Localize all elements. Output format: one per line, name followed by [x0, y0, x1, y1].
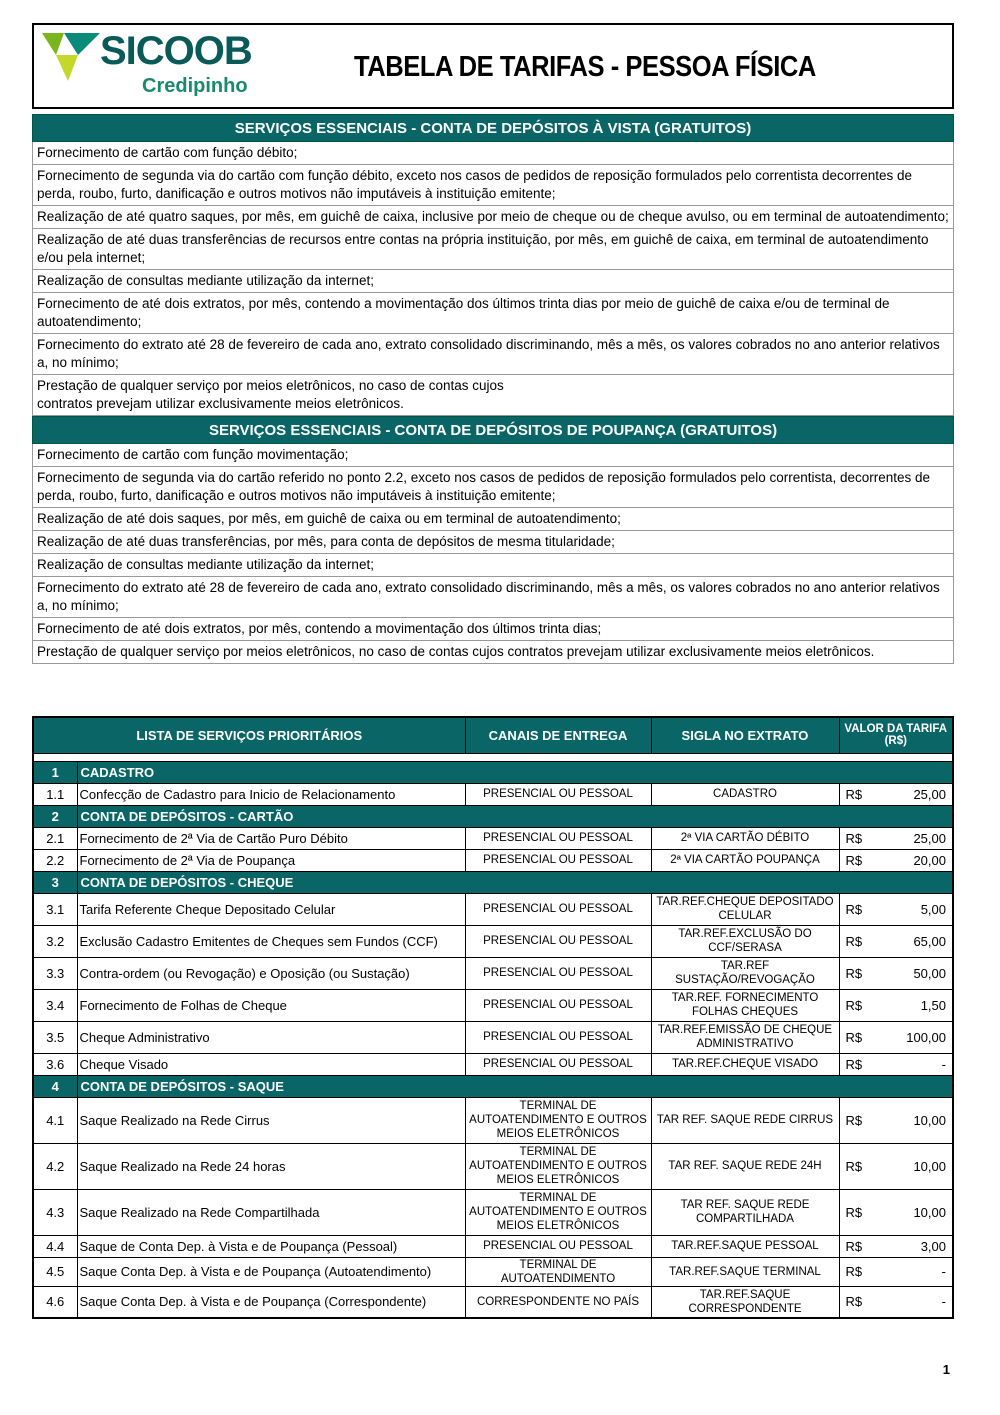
item-description: Saque Realizado na Rede 24 horas: [77, 1143, 465, 1189]
item-description: Tarifa Referente Cheque Depositado Celular: [77, 893, 465, 925]
item-description: Cheque Administrativo: [77, 1021, 465, 1053]
currency-symbol: R$: [839, 783, 867, 805]
item-sigla: 2ª VIA CARTÃO DÉBITO: [651, 827, 839, 849]
document-header: [32, 23, 954, 109]
currency-symbol: R$: [839, 1257, 867, 1286]
currency-symbol: R$: [839, 1235, 867, 1257]
currency-symbol: R$: [839, 1286, 867, 1318]
item-canal: PRESENCIAL OU PESSOAL: [465, 849, 651, 871]
list-item: Realização de consultas mediante utilização da internet;: [32, 270, 954, 293]
table-row: [33, 1189, 953, 1235]
item-canal: TERMINAL DE AUTOATENDIMENTO: [465, 1257, 651, 1286]
list-item: Realização de consultas mediante utilização da internet;: [32, 554, 954, 577]
currency-symbol: R$: [839, 925, 867, 957]
item-sigla: TAR.REF.SAQUE TERMINAL: [651, 1257, 839, 1286]
category-row: [33, 761, 953, 783]
category-label: CONTA DE DEPÓSITOS - SAQUE: [77, 1075, 953, 1097]
item-sigla: TAR REF. SAQUE REDE 24H: [651, 1143, 839, 1189]
tarifas-table: [32, 716, 954, 1319]
item-number: 4.5: [33, 1257, 77, 1286]
table-row: [33, 1143, 953, 1189]
table-row: [33, 957, 953, 989]
item-sigla: TAR.REF SUSTAÇÃO/REVOGAÇÃO: [651, 957, 839, 989]
item-description: Confecção de Cadastro para Inicio de Relacionamento: [77, 783, 465, 805]
header-sigla: SIGLA NO EXTRATO: [651, 717, 839, 753]
list-item: Fornecimento de segunda via do cartão com função débito, exceto nos casos de pedidos de reposição formulados pelo correntista decorrentes de perda, roubo, furto, danificação e outros motivos não imputáveis à instituição emitente;: [32, 165, 954, 206]
list-item: Fornecimento de até dois extratos, por mês, contendo a movimentação dos últimos trinta dias;: [32, 618, 954, 641]
item-description: Saque Realizado na Rede Cirrus: [77, 1097, 465, 1143]
currency-symbol: R$: [839, 957, 867, 989]
item-number: 4.4: [33, 1235, 77, 1257]
category-number: 1: [33, 761, 77, 783]
table-row: [33, 1235, 953, 1257]
item-value: 25,00: [867, 783, 953, 805]
currency-symbol: R$: [839, 893, 867, 925]
item-number: 3.6: [33, 1053, 77, 1075]
currency-symbol: R$: [839, 989, 867, 1021]
category-label: CONTA DE DEPÓSITOS - CHEQUE: [77, 871, 953, 893]
table-row: [33, 1257, 953, 1286]
item-value: 25,00: [867, 827, 953, 849]
item-description: Saque Realizado na Rede Compartilhada: [77, 1189, 465, 1235]
item-canal: TERMINAL DE AUTOATENDIMENTO E OUTROS MEIOS ELETRÔNICOS: [465, 1143, 651, 1189]
item-description: Saque Conta Dep. à Vista e de Poupança (Correspondente): [77, 1286, 465, 1318]
item-canal: PRESENCIAL OU PESSOAL: [465, 1021, 651, 1053]
item-value: 10,00: [867, 1189, 953, 1235]
item-description: Saque Conta Dep. à Vista e de Poupança (Autoatendimento): [77, 1257, 465, 1286]
item-number: 4.6: [33, 1286, 77, 1318]
list-item: Prestação de qualquer serviço por meios eletrônicos, no caso de contas cujos contratos prevejam utilizar exclusivamente meios eletrônicos.: [32, 641, 954, 664]
category-label: CONTA DE DEPÓSITOS - CARTÃO: [77, 805, 953, 827]
section-title: SERVIÇOS ESSENCIAIS - CONTA DE DEPÓSITOS DE POUPANÇA (GRATUITOS): [32, 416, 954, 444]
section-title: SERVIÇOS ESSENCIAIS - CONTA DE DEPÓSITOS À VISTA (GRATUITOS): [32, 114, 954, 142]
header-servicos: LISTA DE SERVIÇOS PRIORITÁRIOS: [33, 717, 465, 753]
table-row: [33, 783, 953, 805]
item-number: 3.1: [33, 893, 77, 925]
item-sigla: TAR.REF.EXCLUSÃO DO CCF/SERASA: [651, 925, 839, 957]
category-row: [33, 1075, 953, 1097]
item-value: 3,00: [867, 1235, 953, 1257]
item-canal: PRESENCIAL OU PESSOAL: [465, 893, 651, 925]
list-item: Prestação de qualquer serviço por meios eletrônicos, no caso de contas cujos contratos prevejam utilizar exclusivamente meios eletrônicos.: [32, 375, 954, 416]
currency-symbol: R$: [839, 1189, 867, 1235]
header-canais: CANAIS DE ENTREGA: [465, 717, 651, 753]
category-row: [33, 871, 953, 893]
list-item: Fornecimento de cartão com função débito;: [32, 142, 954, 165]
section-conta-vista: [32, 114, 954, 664]
category-number: 4: [33, 1075, 77, 1097]
item-sigla: TAR.REF.EMISSÃO DE CHEQUE ADMINISTRATIVO: [651, 1021, 839, 1053]
item-canal: PRESENCIAL OU PESSOAL: [465, 989, 651, 1021]
table-row: [33, 925, 953, 957]
currency-symbol: R$: [839, 1143, 867, 1189]
item-description: Saque de Conta Dep. à Vista e de Poupança (Pessoal): [77, 1235, 465, 1257]
item-value: 10,00: [867, 1097, 953, 1143]
item-sigla: TAR REF. SAQUE REDE CIRRUS: [651, 1097, 839, 1143]
item-description: Contra-ordem (ou Revogação) e Oposição (ou Sustação): [77, 957, 465, 989]
item-description: Fornecimento de Folhas de Cheque: [77, 989, 465, 1021]
item-value: -: [867, 1257, 953, 1286]
list-item: Realização de até dois saques, por mês, em guichê de caixa ou em terminal de autoatendimento;: [32, 508, 954, 531]
currency-symbol: R$: [839, 827, 867, 849]
category-number: 2: [33, 805, 77, 827]
item-sigla: CADASTRO: [651, 783, 839, 805]
list-item: Realização de até duas transferências de recursos entre contas na própria instituição, por mês, em guichê de caixa, em terminal de autoatendimento e/ou pela internet;: [32, 229, 954, 270]
list-item: Fornecimento de segunda via do cartão referido no ponto 2.2, exceto nos casos de pedidos de reposição formulados pelo correntista, decorrentes de perda, roubo, furto, danificação e outros motivos não imputáveis à instituição emitente;: [32, 467, 954, 508]
table-row: [33, 1286, 953, 1318]
item-sigla: TAR REF. SAQUE REDE COMPARTILHADA: [651, 1189, 839, 1235]
item-number: 3.4: [33, 989, 77, 1021]
page-number: 1: [942, 1362, 950, 1377]
item-number: 2.1: [33, 827, 77, 849]
category-row: [33, 805, 953, 827]
item-sigla: TAR.REF.CHEQUE DEPOSITADO CELULAR: [651, 893, 839, 925]
list-item: Realização de até quatro saques, por mês, em guichê de caixa, inclusive por meio de cheque ou de cheque avulso, ou em terminal de autoatendimento;: [32, 206, 954, 229]
currency-symbol: R$: [839, 1097, 867, 1143]
table-row: [33, 893, 953, 925]
spacer-row: [33, 753, 953, 761]
item-canal: TERMINAL DE AUTOATENDIMENTO E OUTROS MEIOS ELETRÔNICOS: [465, 1189, 651, 1235]
logo-subtitle: Credipinho: [142, 75, 248, 97]
item-canal: PRESENCIAL OU PESSOAL: [465, 1235, 651, 1257]
currency-symbol: R$: [839, 1021, 867, 1053]
sicoob-logo: [42, 31, 272, 103]
item-number: 3.2: [33, 925, 77, 957]
item-number: 1.1: [33, 783, 77, 805]
item-number: 4.3: [33, 1189, 77, 1235]
currency-symbol: R$: [839, 1053, 867, 1075]
item-canal: PRESENCIAL OU PESSOAL: [465, 925, 651, 957]
header-valor: VALOR DA TARIFA (R$): [839, 717, 953, 753]
list-item: Realização de até duas transferências, por mês, para conta de depósitos de mesma titularidade;: [32, 531, 954, 554]
item-value: 100,00: [867, 1021, 953, 1053]
item-description: Cheque Visado: [77, 1053, 465, 1075]
item-number: 4.2: [33, 1143, 77, 1189]
table-row: [33, 1021, 953, 1053]
item-sigla: TAR.REF.SAQUE PESSOAL: [651, 1235, 839, 1257]
table-row: [33, 849, 953, 871]
table-row: [33, 989, 953, 1021]
item-value: -: [867, 1286, 953, 1318]
item-sigla: TAR.REF. FORNECIMENTO FOLHAS CHEQUES: [651, 989, 839, 1021]
item-canal: CORRESPONDENTE NO PAÍS: [465, 1286, 651, 1318]
item-value: 65,00: [867, 925, 953, 957]
list-item: Fornecimento de cartão com função movimentação;: [32, 444, 954, 467]
list-item: Fornecimento de até dois extratos, por mês, contendo a movimentação dos últimos trinta dias por meio de guichê de caixa e/ou de terminal de autoatendimento;: [32, 293, 954, 334]
item-description: Exclusão Cadastro Emitentes de Cheques sem Fundos (CCF): [77, 925, 465, 957]
item-value: 10,00: [867, 1143, 953, 1189]
table-row: [33, 827, 953, 849]
category-number: 3: [33, 871, 77, 893]
item-value: -: [867, 1053, 953, 1075]
table-row: [33, 1097, 953, 1143]
item-canal: PRESENCIAL OU PESSOAL: [465, 783, 651, 805]
sicoob-logo-icon: [42, 33, 100, 83]
item-number: 4.1: [33, 1097, 77, 1143]
item-value: 5,00: [867, 893, 953, 925]
table-row: [33, 1053, 953, 1075]
item-canal: PRESENCIAL OU PESSOAL: [465, 957, 651, 989]
item-sigla: TAR.REF.CHEQUE VISADO: [651, 1053, 839, 1075]
page-title: TABELA DE TARIFAS - PESSOA FÍSICA: [354, 51, 816, 83]
logo-wordmark: SICOOB: [100, 29, 252, 73]
item-canal: PRESENCIAL OU PESSOAL: [465, 827, 651, 849]
item-number: 3.5: [33, 1021, 77, 1053]
item-canal: TERMINAL DE AUTOATENDIMENTO E OUTROS MEIOS ELETRÔNICOS: [465, 1097, 651, 1143]
item-canal: PRESENCIAL OU PESSOAL: [465, 1053, 651, 1075]
item-description: Fornecimento de 2ª Via de Poupança: [77, 849, 465, 871]
item-sigla: 2ª VIA CARTÃO POUPANÇA: [651, 849, 839, 871]
category-label: CADASTRO: [77, 761, 953, 783]
item-value: 20,00: [867, 849, 953, 871]
list-item: Fornecimento do extrato até 28 de fevereiro de cada ano, extrato consolidado discriminando, mês a mês, os valores cobrados no ano anterior relativos a, no mínimo;: [32, 577, 954, 618]
item-value: 50,00: [867, 957, 953, 989]
item-value: 1,50: [867, 989, 953, 1021]
item-number: 3.3: [33, 957, 77, 989]
list-item: Fornecimento do extrato até 28 de fevereiro de cada ano, extrato consolidado discriminando, mês a mês, os valores cobrados no ano anterior relativos a, no mínimo;: [32, 334, 954, 375]
item-sigla: TAR.REF.SAQUE CORRESPONDENTE: [651, 1286, 839, 1318]
item-number: 2.2: [33, 849, 77, 871]
item-description: Fornecimento de 2ª Via de Cartão Puro Débito: [77, 827, 465, 849]
currency-symbol: R$: [839, 849, 867, 871]
